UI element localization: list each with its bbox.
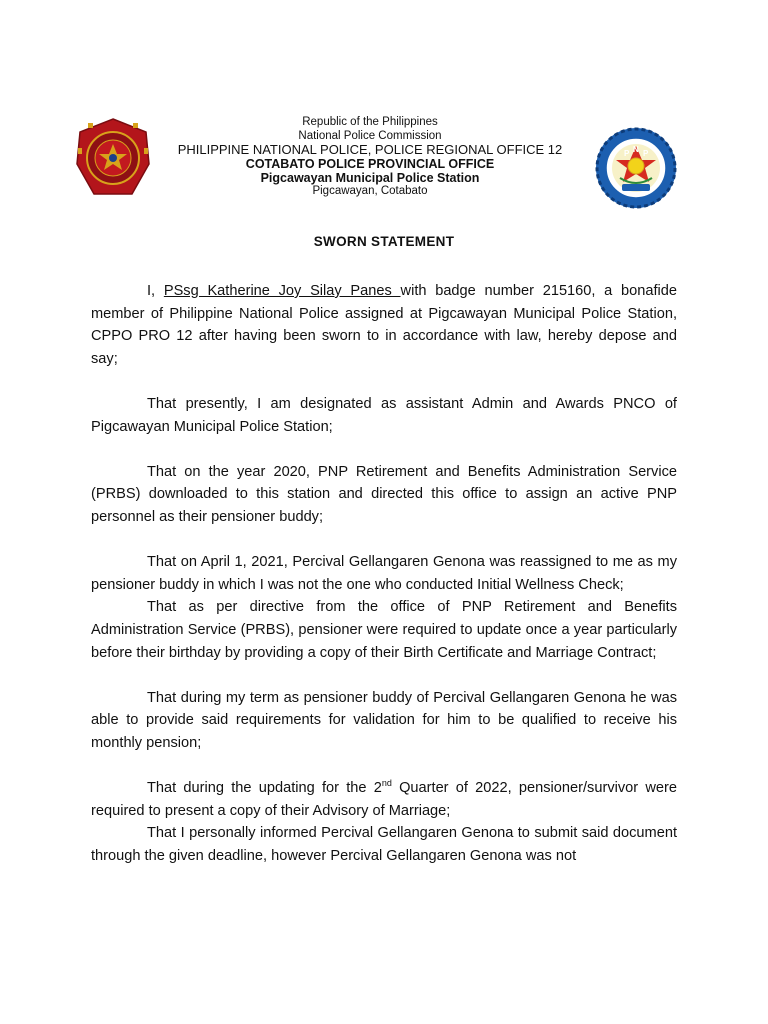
document-title: SWORN STATEMENT: [313, 234, 455, 249]
paragraph-requirements-provided: That during my term as pensioner buddy of Percival Gellangaren Genona he was able to provide said requirements for validation for him to be qualified to receive his monthly pension;: [91, 689, 677, 751]
paragraph-update-requirement: That as per directive from the office of PNP Retirement and Benefits Administration Service (PRBS), pensioner were required to update once a year particularly before their birthday by providing a copy of their Birth Certificate and Marriage Contract;: [91, 599, 677, 661]
paragraph-affiant-intro: I,: [147, 283, 164, 299]
letterhead-line-pnp-region: PHILIPPINE NATIONAL POLICE, POLICE REGIONAL OFFICE 12: [177, 142, 563, 157]
paragraph-affiant: [91, 280, 677, 370]
letterhead-line-station: Pigcawayan Municipal Police Station: [260, 171, 480, 185]
letterhead-line-napolcom: National Police Commission: [298, 129, 442, 142]
paragraph-quarter-update-intro: That during the updating for the 2: [147, 780, 382, 797]
paragraph-quarter-update: [91, 777, 677, 822]
svg-text:N: N: [633, 145, 639, 154]
svg-text:P: P: [643, 149, 649, 158]
letterhead-line-address: Pigcawayan, Cotabato: [312, 185, 428, 197]
letterhead: [150, 116, 590, 199]
affiant-name: PSsg Katherine Joy Silay Panes: [163, 283, 401, 299]
statement-body: [91, 280, 677, 867]
paragraph-informed: That I personally informed Percival Gellangaren Genona to submit said document through the given deadline, however Percival Gellangaren Genona was not: [91, 825, 677, 864]
paragraph-prbs-directive: That on the year 2020, PNP Retirement and Benefits Administration Service (PRBS) downloaded to this station and directed this office to assign an active PNP personnel as their pensioner buddy;: [91, 463, 677, 525]
ordinal-suffix: nd: [381, 778, 392, 789]
svg-text:P: P: [624, 149, 630, 158]
paragraph-quarter-update-rest: Quarter of 2022, pensioner/survivor were required to present a copy of their Advisory of Marriage;: [91, 780, 677, 819]
paragraph-designation: That presently, I am designated as assistant Admin and Awards PNCO of Pigcawayan Municipal Police Station;: [91, 395, 677, 435]
pigcawayan-mps-seal-logo: [590, 126, 682, 210]
pnp-seal-logo: [76, 118, 150, 198]
paragraph-affiant-rest: with badge number 215160, a bonafide member of Philippine National Police assigned at Pigcawayan Municipal Police Station, CPPO PRO 12 after having been sworn to in accordance with law, hereby depose and say;: [91, 283, 678, 367]
letterhead-line-provincial-office: COTABATO POLICE PROVINCIAL OFFICE: [245, 157, 495, 171]
paragraph-reassignment: That on April 1, 2021, Percival Gellangaren Genona was reassigned to me as my pensioner buddy in which I was not the one who conducted Initial Wellness Check;: [91, 554, 677, 593]
letterhead-line-republic: Republic of the Philippines: [302, 116, 438, 128]
